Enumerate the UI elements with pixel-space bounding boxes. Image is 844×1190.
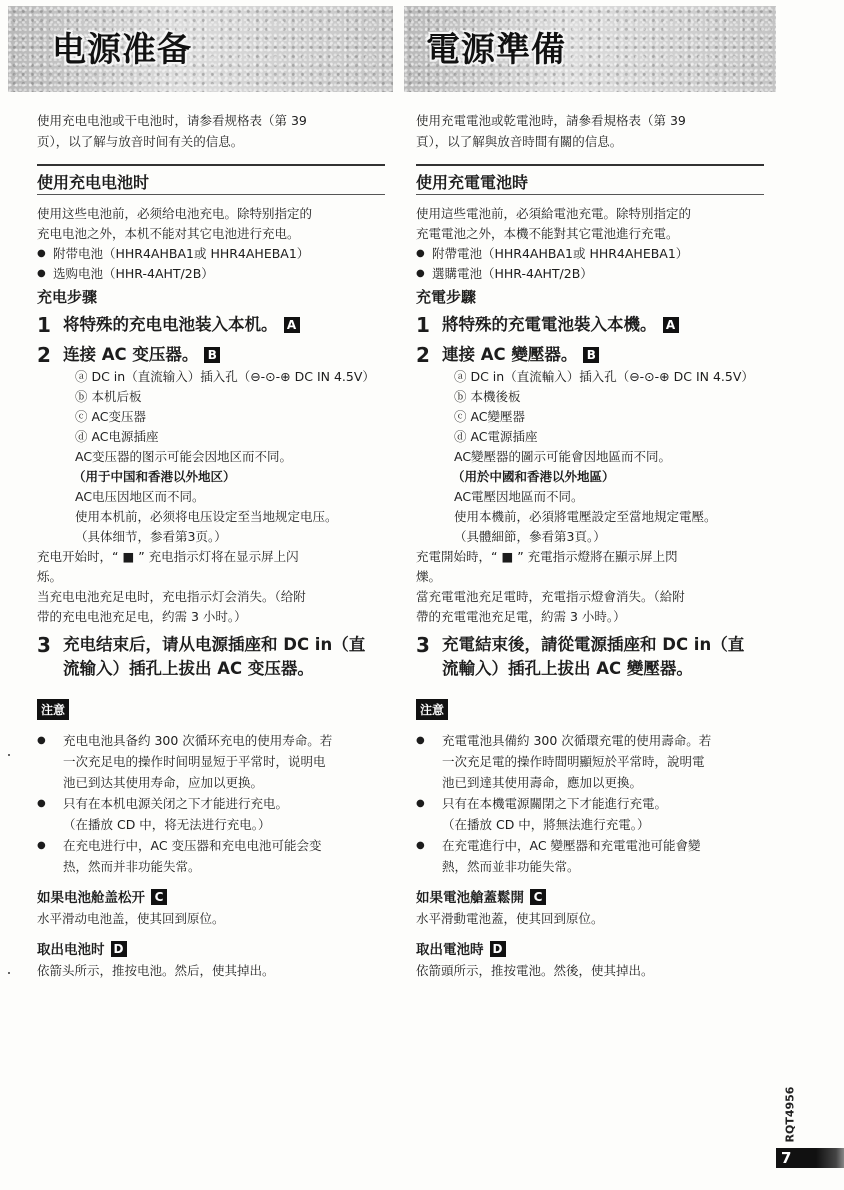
note-item: ● 充電電池具備約 300 次循環充電的使用壽命。若 一次充足電的操作時間明顯短於平常時，說明電 池已到達其使用壽命，應加以更換。 (416, 730, 768, 793)
section-rule (37, 164, 385, 166)
region-note: （用于中国和香港以外地区） (73, 469, 236, 484)
step-1: 1 將特殊的充電電池裝入本機。 A (416, 313, 768, 337)
note-item: ● 在充电进行中，AC 变压器和充电电池可能会变 热，然而并非功能失常。 (37, 835, 389, 877)
step-note: 使用本机前，必须将电压设定至当地规定电压。 (75, 509, 338, 524)
note-label: 注意 (416, 699, 448, 720)
figure-badge-d: D (111, 941, 127, 957)
figure-badge-c: C (151, 889, 167, 905)
scan-mark (8, 972, 10, 974)
figure-badge-c: C (530, 889, 546, 905)
list-item: ⓓ AC電源插座 (454, 429, 538, 444)
page-title-simplified: 电源准备 (52, 30, 192, 70)
remove-text: 依箭头所示，推按电池。然后，使其掉出。 (37, 963, 275, 978)
note-label: 注意 (37, 699, 69, 720)
step-2: 2 连接 AC 变压器。 B (37, 343, 389, 367)
page-title-traditional: 電源準備 (426, 30, 566, 70)
section-rule (416, 194, 764, 195)
section-title: 使用充电电池时 (37, 173, 150, 192)
step-1: 1 将特殊的充电电池装入本机。 A (37, 313, 389, 337)
scan-mark (8, 754, 10, 756)
section-body: 使用这些电池前，必须给电池充电。除特别指定的 充电电池之外，本机不能对其它电池进行充电。 ● 附带电池（HHR4AHBA1或 HHR4AHEBA1） ● 选购电池（HHR-4AHT/2B） 充电步骤 1 将特殊的充电电池装入本机。 A 2 连接 AC 变压器。 B ⓐ DC in（直流输入）插入孔（⊖-⊙-⊕ DC IN 4.5V） ⓑ 本机后板 ⓒ AC变压器 ⓓ AC电源插座 AC变压器的图示可能会因地区而不同。 （用于中国和香港以外地区） AC电压因地区而不同。 使用本机前，必须将电压设定至当地规定电压。 （具体细节，参看第3页。） 充电开始时，“ ■ ” 充电指示灯将在显示屏上闪 烁。 当充电电池充足电时，充电指示灯会消失。（给附 带的充电电池充足电，约需 3 小时。） 3 充电结束后，请从电源插座和 DC in（直 流输入）插孔上拔出 AC 变压器。 注意 ● 充电电池具备约 300 次循环充电的使用寿命。若 一次充足电的操作时间明显短于平常时，说明电 池已到达其使用寿命，应加以更换。 ● 只有在本机电源关闭之下才能进行充电。 （在播放 CD 中，将无法进行充电。） ● 在充电进行中，AC 变压器和充电电池可能会变 热，然而并非功能失常。 如果电池舱盖松开 C 水平滑动电池盖，使其回到原位。 取出电池时 D 依箭头所示，推按电池。然后，使其掉出。 (37, 204, 389, 981)
step-note: AC电压因地区而不同。 (75, 489, 205, 504)
step-note: （具体细节，参看第3页。） (75, 529, 227, 544)
remove-text: 依箭頭所示，推按電池。然後，使其掉出。 (416, 963, 654, 978)
charge-full-text: 當充電電池充足電時，充電指示燈會消失。（給附 (416, 589, 685, 604)
step-3: 3 充电结束后，请从电源插座和 DC in（直 流输入）插孔上拔出 AC 变压器。 (37, 633, 366, 678)
cover-title: 如果电池舱盖松开 C (37, 887, 389, 909)
list-item: ⓒ AC变压器 (75, 409, 147, 424)
list-item: ⓓ AC电源插座 (75, 429, 159, 444)
charge-start-text: 充電開始時，“ ■ ” 充電指示燈將在顯示屏上閃 (416, 549, 678, 564)
region-note: （用於中國和香港以外地區） (452, 469, 615, 484)
step-note: AC变压器的图示可能会因地区而不同。 (75, 449, 293, 464)
sub-title: 充電步驟 (416, 288, 477, 306)
cover-text: 水平滑動電池蓋，使其回到原位。 (416, 911, 604, 926)
note-item: ● 在充電進行中，AC 變壓器和充電電池可能會變 熱，然而並非功能失常。 (416, 835, 768, 877)
step-note: AC變壓器的圖示可能會因地區而不同。 (454, 449, 672, 464)
list-item: ⓒ AC變壓器 (454, 409, 526, 424)
page-number: 7 (781, 1149, 792, 1167)
step-3: 3 充電結束後，請從電源插座和 DC in（直 流輸入）插孔上拔出 AC 變壓器。 (416, 633, 745, 678)
list-item: ● 附帶電池（HHR4AHBA1或 HHR4AHEBA1） (416, 244, 768, 264)
list-item: ⓑ 本機後板 (454, 389, 521, 404)
intro-text: 使用充電電池或乾電池時，請參看規格表（第 39 頁），以了解與放音時間有關的信息。 (416, 113, 686, 149)
remove-title: 取出電池時 D (416, 939, 768, 961)
section-title: 使用充電電池時 (416, 173, 529, 192)
figure-badge-a: A (284, 317, 300, 333)
figure-badge-a: A (663, 317, 679, 333)
cover-title: 如果電池艙蓋鬆開 C (416, 887, 768, 909)
note-item: ● 充电电池具备约 300 次循环充电的使用寿命。若 一次充足电的操作时间明显短于平常时，说明电 池已到达其使用寿命，应加以更换。 (37, 730, 389, 793)
step-note: 使用本機前，必須將電壓設定至當地規定電壓。 (454, 509, 717, 524)
step-2: 2 連接 AC 變壓器。 B (416, 343, 768, 367)
section-body: 使用這些電池前，必須給電池充電。除特別指定的 充電電池之外，本機不能對其它電池進行充電。 ● 附帶電池（HHR4AHBA1或 HHR4AHEBA1） ● 選購電池（HHR-4AHT/2B） 充電步驟 1 將特殊的充電電池裝入本機。 A 2 連接 AC 變壓器。 B ⓐ DC in（直流輸入）插入孔（⊖-⊙-⊕ DC IN 4.5V） ⓑ 本機後板 ⓒ AC變壓器 ⓓ AC電源插座 AC變壓器的圖示可能會因地區而不同。 （用於中國和香港以外地區） AC電壓因地區而不同。 使用本機前，必須將電壓設定至當地規定電壓。 （具體細節，參看第3頁。） 充電開始時，“ ■ ” 充電指示燈將在顯示屏上閃 爍。 當充電電池充足電時，充電指示燈會消失。（給附 帶的充電電池充足電，約需 3 小時。） 3 充電結束後，請從電源插座和 DC in（直 流輸入）插孔上拔出 AC 變壓器。 注意 ● 充電電池具備約 300 次循環充電的使用壽命。若 一次充足電的操作時間明顯短於平常時，說明電 池已到達其使用壽命，應加以更換。 ● 只有在本機電源關閉之下才能進行充電。 （在播放 CD 中，將無法進行充電。） ● 在充電進行中，AC 變壓器和充電電池可能會變 熱，然而並非功能失常。 如果電池艙蓋鬆開 C 水平滑動電池蓋，使其回到原位。 取出電池時 D 依箭頭所示，推按電池。然後，使其掉出。 (416, 204, 768, 981)
list-item: ⓐ DC in（直流輸入）插入孔（⊖-⊙-⊕ DC IN 4.5V） (454, 369, 754, 384)
section-rule (416, 164, 764, 166)
step-note: AC電壓因地區而不同。 (454, 489, 584, 504)
intro-text: 使用充电电池或干电池时，请参看规格表（第 39 页），以了解与放音时间有关的信息。 (37, 113, 307, 149)
note-item: ● 只有在本机电源关闭之下才能进行充电。 （在播放 CD 中，将无法进行充电。） (37, 793, 389, 835)
document-code: RQT4956 (783, 1086, 797, 1143)
charge-full-text: 当充电电池充足电时，充电指示灯会消失。（给附 (37, 589, 306, 604)
list-item: ● 附带电池（HHR4AHBA1或 HHR4AHEBA1） (37, 244, 389, 264)
remove-title: 取出电池时 D (37, 939, 389, 961)
list-item: ● 选购电池（HHR-4AHT/2B） (37, 264, 389, 284)
list-item: ● 選購電池（HHR-4AHT/2B） (416, 264, 768, 284)
note-item: ● 只有在本機電源關閉之下才能進行充電。 （在播放 CD 中，將無法進行充電。） (416, 793, 768, 835)
charge-start-text: 充电开始时，“ ■ ” 充电指示灯将在显示屏上闪 (37, 549, 299, 564)
figure-badge-b: B (204, 347, 220, 363)
figure-badge-b: B (583, 347, 599, 363)
list-item: ⓐ DC in（直流输入）插入孔（⊖-⊙-⊕ DC IN 4.5V） (75, 369, 375, 384)
section-rule (37, 194, 385, 195)
figure-badge-d: D (490, 941, 506, 957)
sub-title: 充电步骤 (37, 288, 98, 306)
step-note: （具體細節，參看第3頁。） (454, 529, 606, 544)
cover-text: 水平滑动电池盖，使其回到原位。 (37, 911, 225, 926)
list-item: ⓑ 本机后板 (75, 389, 142, 404)
